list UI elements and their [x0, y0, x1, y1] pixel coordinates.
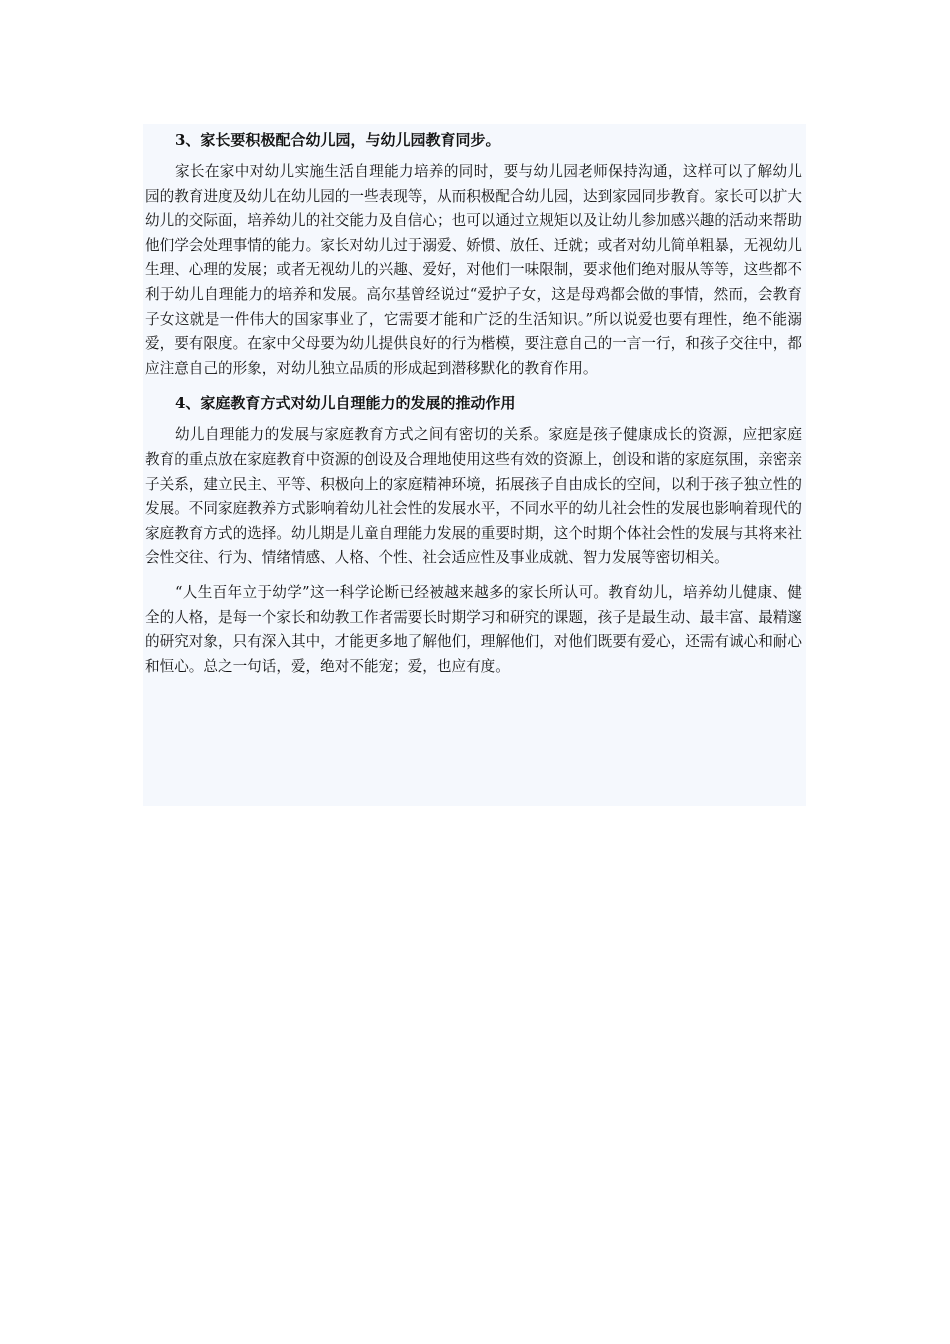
section-4-paragraph-2: “人生百年立于幼学”这一科学论断已经被越来越多的家长所认可。教育幼儿，培养幼儿健康、健全的人格，是每一个家长和幼教工作者需要长时期学习和研究的课题，孩子是最生动、最丰富、最精邃的研究对象，只有深入其中，才能更多地了解他们，理解他们，对他们既要有爱心，还需有诚心和耐心和恒心。总之一句话，爱，绝对不能宠；爱，也应有度。 [145, 583, 802, 675]
section-3-heading: 3、家长要积极配合幼儿园，与幼儿园教育同步。 [175, 131, 501, 149]
section-4-paragraph-1: 幼儿自理能力的发展与家庭教育方式之间有密切的关系。家庭是孩子健康成长的资源，应把家庭教育的重点放在家庭教育中资源的创设及合理地使用这些有效的资源上，创设和谐的家庭氛围，亲密亲子关系，建立民主、平等、积极向上的家庭精神环境，拓展孩子自由成长的空间，以利于孩子独立性的发展。不同家庭教养方式影响着幼儿社会性的发展水平，不同水平的幼儿社会性的发展也影响着现代的家庭教育方式的选择。幼儿期是儿童自理能力发展的重要时期，这个时期个体社会性的发展与其将来社会性交往、行为、情绪情感、人格、个性、社会适应性及事业成就、智力发展等密切相关。 [145, 426, 802, 567]
document-body [143, 124, 806, 806]
section-4-heading: 4、家庭教育方式对幼儿自理能力的发展的推动作用 [175, 394, 516, 413]
section-3-paragraph-1: 家长在家中对幼儿实施生活自理能力培养的同时，要与幼儿园老师保持沟通，这样可以了解幼儿园的教育进度及幼儿在幼儿园的一些表现等，从而积极配合幼儿园，达到家园同步教育。家长可以扩大幼儿的交际面，培养幼儿的社交能力及自信心；也可以通过立规矩以及让幼儿参加感兴趣的活动来帮助他们学会处理事情的能力。家长对幼儿过于溺爱、娇惯、放任、迁就；或者对幼儿简单粗暴，无视幼儿生理、心理的发展；或者无视幼儿的兴趣、爱好，对他们一味限制，要求他们绝对服从等等，这些都不利于幼儿自理能力的培养和发展。高尔基曾经说过“爱护子女，这是母鸡都会做的事情，然而，会教育子女这就是一件伟大的国家事业了，它需要才能和广泛的生活知识。”所以说爱也要有理性，绝不能溺爱，要有限度。在家中父母要为幼儿提供良好的行为楷模，要注意自己的一言一行，和孩子交往中，都应注意自己的形象，对幼儿独立品质的形成起到潜移默化的教育作用。 [145, 163, 802, 377]
